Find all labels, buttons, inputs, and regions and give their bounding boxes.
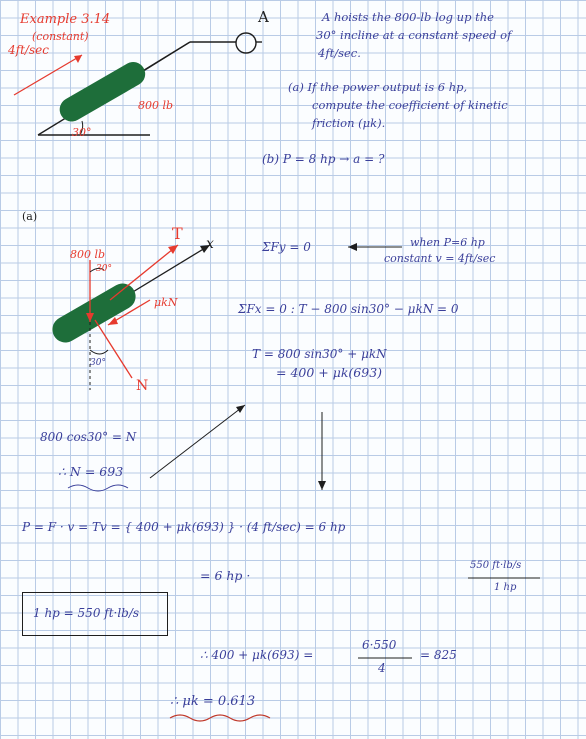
- part-a-label: (a): [22, 210, 38, 223]
- final-answer: ∴ μk = 0.613: [170, 694, 256, 709]
- incline-figure: [14, 33, 262, 135]
- solve-lhs: ∴ 400 + μk(693) =: [200, 648, 314, 662]
- solve-rhs: = 825: [420, 648, 457, 662]
- fbd-angle-bottom-label: 30°: [90, 358, 106, 368]
- solve-denominator: 4: [378, 661, 386, 675]
- normal-eq: 800 cos30° = N: [40, 430, 137, 444]
- pointer-arrow-n: [150, 405, 245, 478]
- sum-fy-eq: ΣFy = 0: [262, 240, 311, 254]
- note-line-1: when P=6 hp: [410, 236, 485, 249]
- speed-arrow-line: [14, 55, 82, 95]
- conversion-box: [22, 592, 168, 636]
- problem-line-3: 4ft/sec.: [318, 46, 361, 60]
- normal-value: ∴ N = 693: [58, 464, 124, 479]
- constant-label: (constant): [32, 30, 89, 43]
- hp-conv-denominator: 1 hp: [494, 582, 517, 593]
- example-title: Example 3.14: [20, 12, 111, 27]
- answer-underline: [170, 715, 270, 721]
- part-a-line-3: friction (μk).: [312, 116, 386, 130]
- pointer-arrowhead-n-icon: [236, 405, 245, 413]
- solve-numerator: 6·550: [362, 638, 397, 652]
- fbd-angle-top-label: 30°: [96, 264, 112, 274]
- normal-arrow-line: [95, 320, 132, 378]
- n-underline: [68, 485, 128, 491]
- hp-conv-numerator: 550 ft·lb/s: [470, 560, 522, 571]
- hp-eq: = 6 hp ·: [200, 568, 251, 583]
- part-a-line-1: (a) If the power output is 6 hp,: [288, 80, 468, 94]
- problem-line-1: A hoists the 800-lb log up the: [322, 10, 494, 24]
- note-line-2: constant v = 4ft/sec: [384, 252, 496, 265]
- sum-fx-eq: ΣFx = 0 : T − 800 sin30° − μkN = 0: [238, 302, 459, 316]
- x-axis-label: x: [206, 236, 214, 252]
- conversion-text: 1 hp = 550 ft·lb/s: [33, 606, 140, 620]
- pointer-arrowhead-down-icon: [318, 481, 326, 490]
- part-a-line-2: compute the coefficient of kinetic: [312, 98, 508, 112]
- tension-arrow-line: [110, 245, 178, 300]
- hoist-pulley-icon: [236, 33, 256, 53]
- log-weight-label: 800 lb: [138, 99, 174, 112]
- fbd-weight-label: 800 lb: [70, 248, 106, 261]
- tension-eq-2: = 400 + μk(693): [276, 365, 383, 380]
- part-b-line: (b) P = 8 hp → a = ?: [262, 152, 385, 166]
- free-body-diagram: [48, 245, 210, 390]
- friction-label: μkN: [154, 296, 178, 309]
- problem-line-2: 30° incline at a constant speed of: [316, 28, 512, 42]
- bottom-angle-arc: [90, 350, 108, 354]
- incline-angle-label: 30°: [72, 126, 92, 139]
- note-arrowhead-icon: [348, 243, 357, 251]
- tension-eq: T = 800 sin30° + μkN: [252, 347, 387, 361]
- tension-label: T: [172, 224, 183, 243]
- point-a-label: A: [258, 8, 269, 26]
- normal-label: N: [136, 378, 149, 394]
- speed-label: 4ft/sec: [8, 43, 49, 57]
- log-shape: [55, 58, 149, 126]
- power-eq: P = F · v = Tv = { 400 + μk(693) } · (4 ft/sec) = 6 hp: [22, 520, 346, 534]
